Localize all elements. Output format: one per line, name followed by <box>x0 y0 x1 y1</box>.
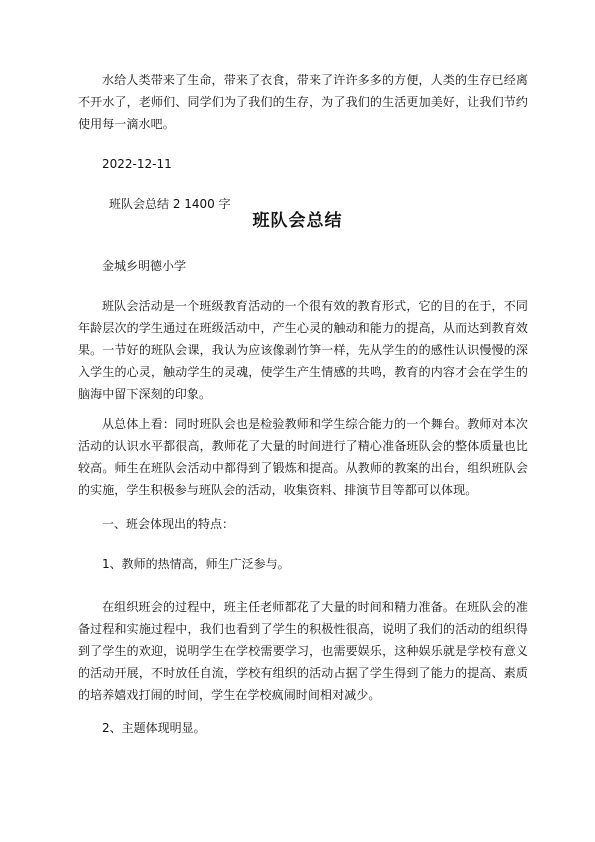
document-date: 2022-12-11 <box>102 157 172 171</box>
school-name: 金城乡明德小学 <box>102 259 187 273</box>
point-1: 1、教师的热情高，师生广泛参与。 <box>102 557 290 571</box>
body-paragraph-2: 从总体上看：同时班队会也是检验教师和学生综合能力的一个舞台。教师对本次活动的认识水平都很高，教师花了大量的时间进行了精心准备班队会的整体质量也比较高。师生在班队会活动中都得到了锻炼和提高。从教师的教案的出台，组织班队会的实施，学生积极参与班队会的活动，收集资料、排演节目等都可以体现。 <box>78 417 528 497</box>
body-paragraph-1: 班队会活动是一个班级教育活动的一个很有效的教育形式，它的目的在于，不同年龄层次的学生通过在班级活动中，产生心灵的触动和能力的提高，从而达到教育效果。一节好的班队会课，我认为应该像剥竹笋一样，先从学生的的感性认识慢慢的深入学生的心灵，触动学生的灵魂，使学生产生情感的共鸣，教育的内容才会在学生的脑海中留下深刻的印象。 <box>78 299 528 401</box>
body-paragraph-3: 在组织班会的过程中，班主任老师都花了大量的时间和精力准备。在班队会的准备过程和实施过程中，我们也看到了学生的积极性很高，说明了我们的活动的组织得到了学生的欢迎，说明学生在学校需要学习，也需要娱乐，这种娱乐就是学校有意义的活动开展，不时放任自流，学校有组织的活动占据了学生得到了能力的提高、素质的培养嬉戏打闹的时间，学生在学校疯闹时间相对减少。 <box>78 600 528 702</box>
section-meta: 班队会总结 2 1400 字 <box>109 197 231 211</box>
document-title: 班队会总结 <box>252 211 343 231</box>
section-heading-1: 一、班会体现出的特点： <box>102 517 235 531</box>
intro-paragraph: 水给人类带来了生命，带来了衣食，带来了许许多多的方便，人类的生存已经离不开水了，老师们、同学们为了我们的生存，为了我们的生活更加美好，让我们节约使用每一滴水吧。 <box>78 73 528 131</box>
point-2: 2、主题体现明显。 <box>102 721 206 735</box>
